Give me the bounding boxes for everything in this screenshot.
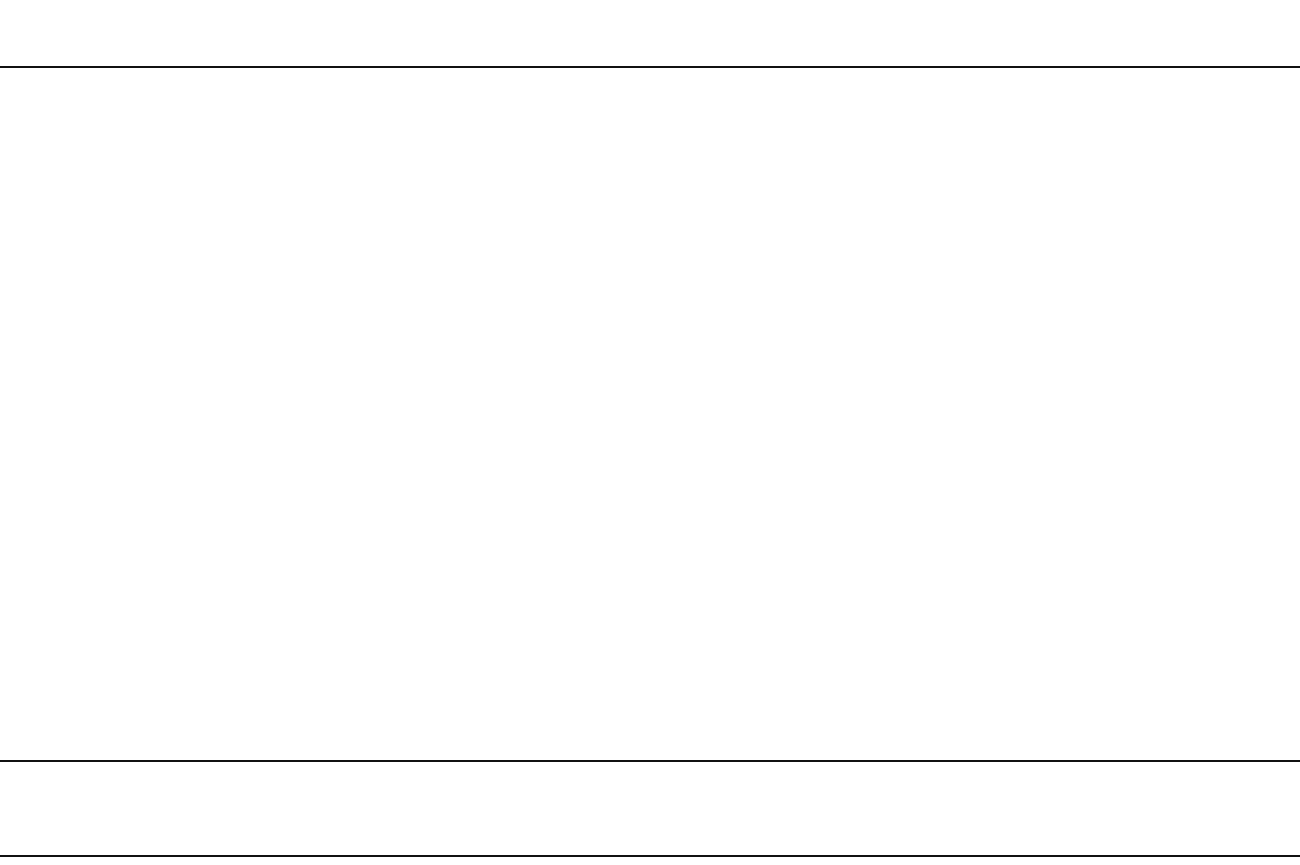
page-bottom-rule: [0, 855, 1300, 857]
top-rule: [0, 66, 1300, 68]
table-bottom-rule: [0, 760, 1300, 762]
